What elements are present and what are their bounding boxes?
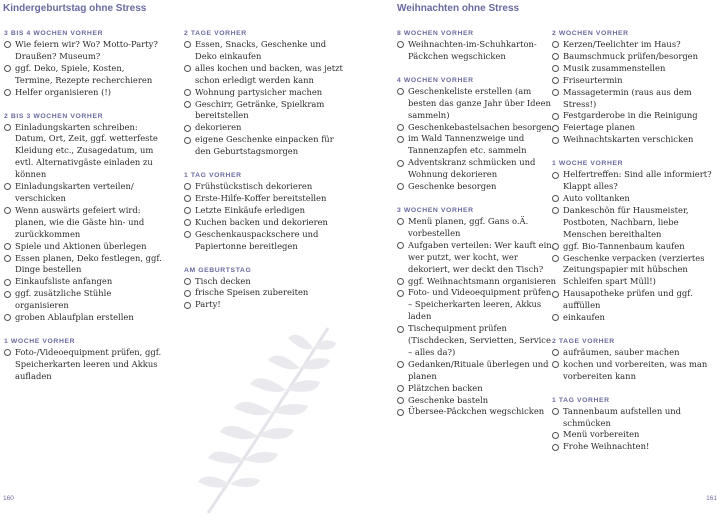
fern-leaf-illustration <box>188 318 338 518</box>
checkbox-circle-icon[interactable] <box>552 408 559 415</box>
checkbox-circle-icon[interactable] <box>552 432 559 439</box>
checklist-item[interactable]: Massagetermin (raus aus dem Stress!) <box>552 87 712 111</box>
checklist-item[interactable]: frische Speisen zubereiten <box>184 287 344 299</box>
checkbox-circle-icon[interactable] <box>397 361 404 368</box>
checklist-item[interactable]: Plätzchen backen <box>397 383 557 395</box>
section-heading: 2 BIS 3 WOCHEN VORHER <box>4 112 104 120</box>
checkbox-circle-icon[interactable] <box>4 291 11 298</box>
checkbox-circle-icon[interactable] <box>552 444 559 451</box>
section-2-3-weeks <box>4 112 164 324</box>
checkbox-circle-icon[interactable] <box>552 113 559 120</box>
checkbox-circle-icon[interactable] <box>4 314 11 321</box>
checkbox-circle-icon[interactable] <box>184 219 191 226</box>
checkbox-circle-icon[interactable] <box>552 291 559 298</box>
checkbox-circle-icon[interactable] <box>552 207 559 214</box>
checkbox-circle-icon[interactable] <box>184 278 191 285</box>
section-1-week <box>4 337 164 383</box>
checkbox-circle-icon[interactable] <box>552 314 559 321</box>
checklist-item[interactable]: Weihnachten-im-Schuhkarton-Päckchen wegschicken <box>397 39 557 63</box>
checklist-item[interactable]: Kerzen/Teelichter im Haus? <box>552 39 712 51</box>
checklist-item[interactable]: Feiertage planen <box>552 122 712 134</box>
right-page-title: Weihnachten ohne Stress <box>397 3 520 14</box>
checklist-item[interactable]: Adventskranz schmücken und Wohnung dekorieren <box>397 157 557 181</box>
checklist-item[interactable]: Übersee-Päckchen wegschicken <box>397 406 557 418</box>
checkbox-circle-icon[interactable] <box>397 242 404 249</box>
checklist-item[interactable]: dekorieren <box>184 122 344 134</box>
section-1-week-xmas <box>552 159 712 324</box>
checkbox-circle-icon[interactable] <box>397 88 404 95</box>
right-column-1 <box>397 29 557 431</box>
checkbox-circle-icon[interactable] <box>552 255 559 262</box>
checklist-item[interactable]: Geschirr, Getränke, Spielkram bereitstellen <box>184 99 344 123</box>
checkbox-circle-icon[interactable] <box>4 89 11 96</box>
checklist-item[interactable]: Friseurtermin <box>552 75 712 87</box>
checkbox-circle-icon[interactable] <box>184 101 191 108</box>
checkbox-circle-icon[interactable] <box>552 89 559 96</box>
section-1-day-xmas <box>552 396 712 454</box>
checklist-item[interactable]: Tisch decken <box>184 276 344 288</box>
checkbox-circle-icon[interactable] <box>552 137 559 144</box>
checkbox-circle-icon[interactable] <box>397 160 404 167</box>
checkbox-circle-icon[interactable] <box>4 207 11 214</box>
checkbox-circle-icon[interactable] <box>552 361 559 368</box>
checkbox-circle-icon[interactable] <box>184 207 191 214</box>
checklist-item[interactable]: Geschenkauspackschere und Papiertonne bereitlegen <box>184 229 344 253</box>
checklist-item[interactable]: Tischequipment prüfen (Tischdecken, Servietten, Service – alles da?) <box>397 323 557 359</box>
checkbox-circle-icon[interactable] <box>4 279 11 286</box>
checkbox-circle-icon[interactable] <box>397 409 404 416</box>
checklist-item[interactable]: Einladungskarten verteilen/ verschicken <box>4 181 164 205</box>
checklist-item[interactable]: Baumschmuck prüfen/besorgen <box>552 51 712 63</box>
checkbox-circle-icon[interactable] <box>397 218 404 225</box>
checkbox-circle-icon[interactable] <box>397 41 404 48</box>
section-heading: AM GEBURTSTAG <box>184 266 252 274</box>
section-1-day <box>184 171 344 252</box>
checklist-item[interactable]: Menü vorbereiten <box>552 429 712 441</box>
section-heading: 1 WOCHE VORHER <box>552 160 624 168</box>
checkbox-circle-icon[interactable] <box>552 125 559 132</box>
checkbox-circle-icon[interactable] <box>4 349 11 356</box>
checklist-item[interactable]: Foto-/Videoequipment prüfen, ggf. Speicherkarten leeren und Akkus aufladen <box>4 347 164 383</box>
checklist-item[interactable]: Einkaufsliste anfangen <box>4 276 164 288</box>
checkbox-circle-icon[interactable] <box>184 89 191 96</box>
right-column-2 <box>552 29 712 466</box>
section-heading: 3 BIS 4 WOCHEN VORHER <box>4 30 104 37</box>
section-4-weeks <box>397 76 557 193</box>
checkbox-circle-icon[interactable] <box>4 65 11 72</box>
checklist-item[interactable]: Geschenkebastelsachen besorgen <box>397 122 557 134</box>
checklist-item[interactable]: Aufgaben verteilen: Wer kauft ein, wer putzt, wer kocht, wer dekoriert, wer deckt den Tisch? <box>397 240 557 276</box>
checkbox-circle-icon[interactable] <box>397 136 404 143</box>
checkbox-circle-icon[interactable] <box>4 124 11 131</box>
section-heading: 2 WOCHEN VORHER <box>552 30 629 37</box>
left-page-number: 160 <box>3 495 14 502</box>
checkbox-circle-icon[interactable] <box>397 326 404 333</box>
checkbox-circle-icon[interactable] <box>552 349 559 356</box>
checklist-item[interactable]: einkaufen <box>552 312 712 324</box>
checkbox-circle-icon[interactable] <box>4 41 11 48</box>
checklist-item[interactable]: Festgarderobe in die Reinigung <box>552 110 712 122</box>
section-heading: 8 WOCHEN VORHER <box>397 30 474 37</box>
checkbox-circle-icon[interactable] <box>4 183 11 190</box>
checklist-item[interactable]: Gedanken/Rituale überlegen und planen <box>397 359 557 383</box>
checklist-item[interactable]: im Wald Tannenzweige und Tannenzapfen etc. sammeln <box>397 133 557 157</box>
checklist-item[interactable]: Helfertreffen: Sind alle informiert? Klappt alles? <box>552 169 712 193</box>
section-8-weeks <box>397 29 557 63</box>
section-2-weeks <box>552 29 712 146</box>
checkbox-circle-icon[interactable] <box>552 195 559 202</box>
section-heading: 1 TAG VORHER <box>552 396 610 404</box>
section-birthday <box>184 266 344 312</box>
left-column-2 <box>184 29 344 324</box>
section-heading: 4 WOCHEN VORHER <box>397 76 474 84</box>
checkbox-circle-icon[interactable] <box>552 53 559 60</box>
checklist-item[interactable]: Letzte Einkäufe erledigen <box>184 205 344 217</box>
checkbox-circle-icon[interactable] <box>184 183 191 190</box>
checkbox-circle-icon[interactable] <box>184 65 191 72</box>
checklist-item[interactable]: Wohnung partysicher machen <box>184 87 344 99</box>
checklist-item[interactable]: Kuchen backen und dekorieren <box>184 217 344 229</box>
checklist-item[interactable]: aufräumen, sauber machen <box>552 347 712 359</box>
checklist-item[interactable]: Party! <box>184 299 344 311</box>
checkbox-circle-icon[interactable] <box>184 302 191 309</box>
checkbox-circle-icon[interactable] <box>4 255 11 262</box>
checkbox-circle-icon[interactable] <box>184 125 191 132</box>
section-3-weeks <box>397 206 557 418</box>
checklist-item[interactable]: ggf. Bio-Tannenbaum kaufen <box>552 241 712 253</box>
checklist-item[interactable]: Geschenkeliste erstellen (am besten das ganze Jahr über Ideen sammeln) <box>397 86 557 122</box>
checklist-item[interactable]: Geschenke basteln <box>397 395 557 407</box>
checklist-item[interactable]: Wenn auswärts gefeiert wird: planen, wie die Gäste hin- und zurückkommen <box>4 205 164 241</box>
checklist-item[interactable]: ggf. Deko, Spiele, Kosten, Termine, Rezepte recherchieren <box>4 63 164 87</box>
right-page-number: 161 <box>706 495 717 502</box>
checklist-item[interactable]: Dankeschön für Hausmeister, Postboten, Nachbarn, liebe Menschen bereithalten <box>552 205 712 241</box>
checklist-item[interactable]: Tannenbaum aufstellen und schmücken <box>552 406 712 430</box>
checklist-item[interactable]: Musik zusammenstellen <box>552 63 712 75</box>
checkbox-circle-icon[interactable] <box>552 77 559 84</box>
checkbox-circle-icon[interactable] <box>397 183 404 190</box>
checklist-item[interactable]: Essen, Snacks, Geschenke und Deko einkaufen <box>184 39 344 63</box>
checkbox-circle-icon[interactable] <box>4 243 11 250</box>
checkbox-circle-icon[interactable] <box>184 231 191 238</box>
checkbox-circle-icon[interactable] <box>397 385 404 392</box>
checkbox-circle-icon[interactable] <box>397 290 404 297</box>
checklist-item[interactable]: groben Ablaufplan erstellen <box>4 312 164 324</box>
checkbox-circle-icon[interactable] <box>184 41 191 48</box>
section-2-days-xmas <box>552 337 712 383</box>
checklist-item[interactable]: Menü planen, ggf. Gans o.Ä. vorbestellen <box>397 216 557 240</box>
section-heading: 1 WOCHE VORHER <box>4 337 76 345</box>
checklist-item[interactable]: Weihnachtskarten verschicken <box>552 134 712 146</box>
checklist-item[interactable]: Hausapotheke prüfen und ggf. auffüllen <box>552 288 712 312</box>
checklist-item[interactable]: Foto- und Videoequipment prüfen – Speicherkarten leeren, Akkus laden <box>397 287 557 323</box>
checklist-item[interactable]: ggf. Weihnachtsmann organisieren <box>397 276 557 288</box>
checklist-item[interactable]: eigene Geschenke einpacken für den Geburtstagsmorgen <box>184 134 344 158</box>
checkbox-circle-icon[interactable] <box>397 278 404 285</box>
checkbox-circle-icon[interactable] <box>184 195 191 202</box>
section-3-4-weeks <box>4 29 164 99</box>
checklist-item[interactable]: Auto volltanken <box>552 193 712 205</box>
checklist-item[interactable]: Einladungskarten schreiben: Datum, Ort, Zeit, ggf. wetterfeste Kleidung etc., Zusagedatum, um evtl. Alternativgäste einladen zu können <box>4 122 164 182</box>
checklist-item[interactable]: kochen und vorbereiten, was man vorbereiten kann <box>552 359 712 383</box>
section-heading: 1 TAG VORHER <box>184 172 242 180</box>
checkbox-circle-icon[interactable] <box>397 397 404 404</box>
checkbox-circle-icon[interactable] <box>184 137 191 144</box>
left-column-1 <box>4 29 164 396</box>
checklist-item[interactable]: Frühstückstisch dekorieren <box>184 181 344 193</box>
checkbox-circle-icon[interactable] <box>552 172 559 179</box>
checkbox-circle-icon[interactable] <box>397 124 404 131</box>
section-2-days <box>184 29 344 158</box>
checklist-item[interactable]: Erste-Hilfe-Koffer bereitstellen <box>184 193 344 205</box>
checklist-item[interactable]: Geschenke besorgen <box>397 181 557 193</box>
checkbox-circle-icon[interactable] <box>552 243 559 250</box>
checklist-item[interactable]: Spiele und Aktionen überlegen <box>4 241 164 253</box>
left-page-title: Kindergeburtstag ohne Stress <box>3 3 147 14</box>
checklist-item[interactable]: alles kochen und backen, was jetzt schon erledigt werden kann <box>184 63 344 87</box>
checklist-item[interactable]: Wie feiern wir? Wo? Motto-Party? Draußen? Museum? <box>4 39 164 63</box>
checkbox-circle-icon[interactable] <box>184 290 191 297</box>
checklist-item[interactable]: Frohe Weihnachten! <box>552 441 712 453</box>
checklist-item[interactable]: Helfer organisieren (!) <box>4 87 164 99</box>
section-heading: 2 TAGE VORHER <box>184 30 247 37</box>
checklist-item[interactable]: Geschenke verpacken (verziertes Zeitungspapier mit hübschen Schleifen spart Müll!) <box>552 253 712 289</box>
section-heading: 3 WOCHEN VORHER <box>397 206 474 214</box>
section-heading: 2 TAGE VORHER <box>552 337 615 345</box>
checkbox-circle-icon[interactable] <box>552 65 559 72</box>
checklist-item[interactable]: Essen planen, Deko festlegen, ggf. Dinge bestellen <box>4 253 164 277</box>
checkbox-circle-icon[interactable] <box>552 41 559 48</box>
checklist-item[interactable]: ggf. zusätzliche Stühle organisieren <box>4 288 164 312</box>
